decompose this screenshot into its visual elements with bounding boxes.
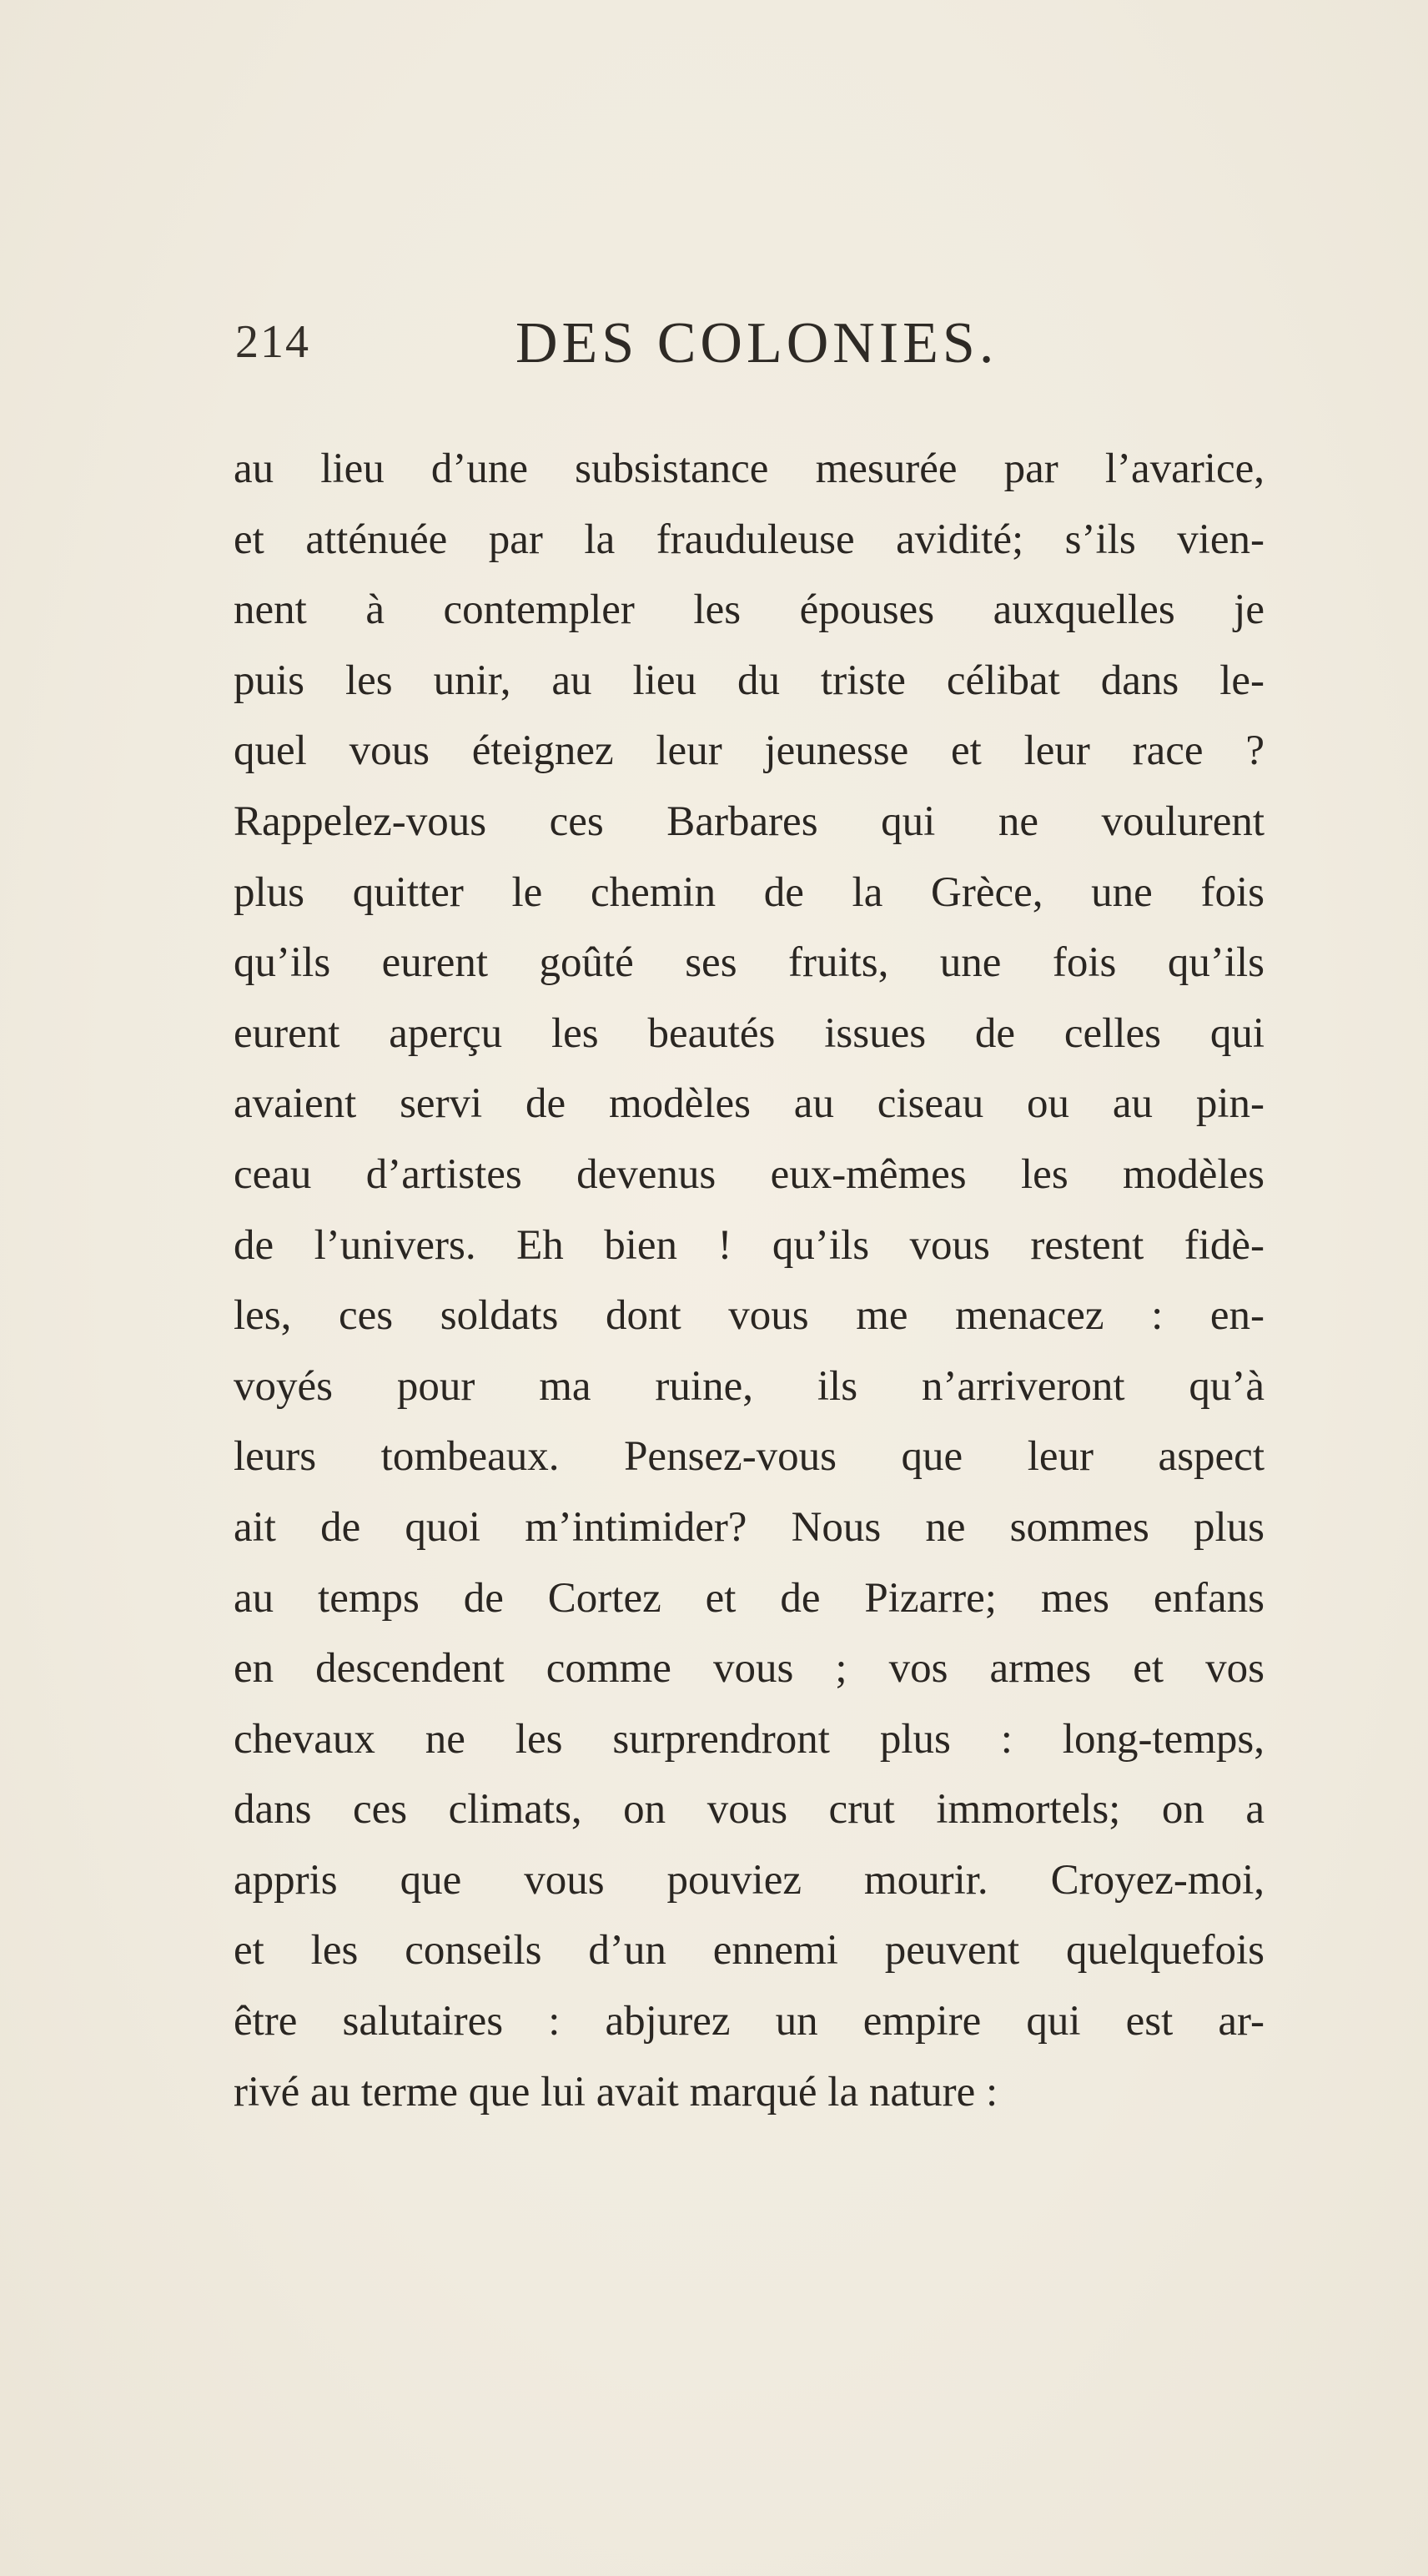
text-line: avaient servi de modèles au ciseau ou au pin- [234,1080,1265,1128]
text-line: appris que vous pouviez mourir. Croyez-moi, [234,1856,1265,1904]
text-line: quel vous éteignez leur jeunesse et leur race ? [234,727,1265,775]
text-line: au lieu d’une subsistance mesurée par l’avarice, [234,445,1265,492]
text-line: chevaux ne les surprendront plus : long-temps, [234,1715,1265,1763]
text-line: nent à contempler les épouses auxquelles je [234,586,1265,634]
text-line: qu’ils eurent goûté ses fruits, une fois qu’ils [234,939,1265,987]
text-line: ait de quoi m’intimider? Nous ne sommes plus [234,1503,1265,1551]
text-line: de l’univers. Eh bien ! qu’ils vous restent fidè- [234,1221,1265,1269]
text-line: et atténuée par la frauduleuse avidité; s’ils vien- [234,516,1265,563]
text-line: être salutaires : abjurez un empire qui est ar- [234,1998,1265,2045]
text-line: les, ces soldats dont vous me menacez : en- [234,1292,1265,1340]
text-line: dans ces climats, on vous crut immortels; on a [234,1786,1265,1834]
text-line: voyés pour ma ruine, ils n’arriveront qu’à [234,1362,1265,1410]
text-line: et les conseils d’un ennemi peuvent quelquefois [234,1927,1265,1975]
running-title: DES COLONIES. [515,311,998,375]
text-line: eurent aperçu les beautés issues de celles qui [234,1009,1265,1057]
text-line: ceau d’artistes devenus eux-mêmes les modèles [234,1150,1265,1198]
text-line: en descendent comme vous ; vos armes et vos [234,1645,1265,1693]
text-line: rivé au terme que lui avait marqué la nature : [234,2068,998,2116]
text-line: Rappelez-vous ces Barbares qui ne voulurent [234,797,1265,845]
text-line: au temps de Cortez et de Pizarre; mes enfans [234,1574,1265,1622]
page-number: 214 [235,316,310,368]
text-line: leurs tombeaux. Pensez-vous que leur aspect [234,1433,1265,1481]
body-text [234,434,1265,2127]
text-line: puis les unir, au lieu du triste célibat dans le- [234,657,1265,704]
page-header [235,310,1278,377]
text-line: plus quitter le chemin de la Grèce, une fois [234,868,1265,916]
